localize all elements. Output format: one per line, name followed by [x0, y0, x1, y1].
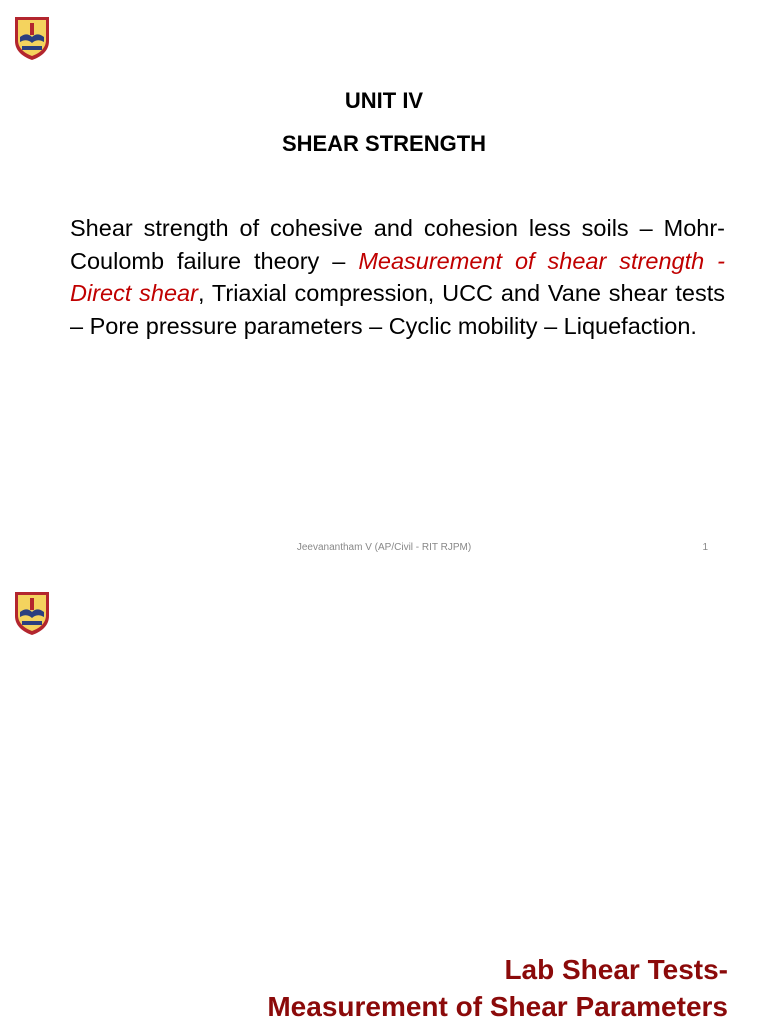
syllabus-text [70, 212, 725, 342]
institute-logo-icon [13, 15, 51, 61]
syllabus-highlight: Measurement of shear strength - Direct shear [70, 247, 725, 306]
syllabus-part-1: Shear strength of cohesive and cohesion less soils – Mohr-Coulomb failure theory – [70, 215, 725, 274]
unit-subtitle: SHEAR STRENGTH [281, 131, 487, 156]
unit-title: UNIT IV [344, 88, 424, 113]
slide-2 [0, 576, 768, 1024]
lab-title-line-1: Lab Shear Tests- [504, 954, 728, 985]
page-number: 1 [702, 542, 708, 553]
syllabus-part-2: , Triaxial compression, UCC and Vane shear tests – Pore pressure parameters – Cyclic mobility – Liquefaction. [70, 280, 726, 339]
footer-author: Jeevanantham V (AP/Civil - RIT RJPM) [296, 542, 472, 553]
lab-title-line-2: Measurement of Shear Parameters [267, 991, 728, 1022]
institute-logo-icon [13, 590, 51, 636]
lab-tests-title [267, 951, 728, 1024]
